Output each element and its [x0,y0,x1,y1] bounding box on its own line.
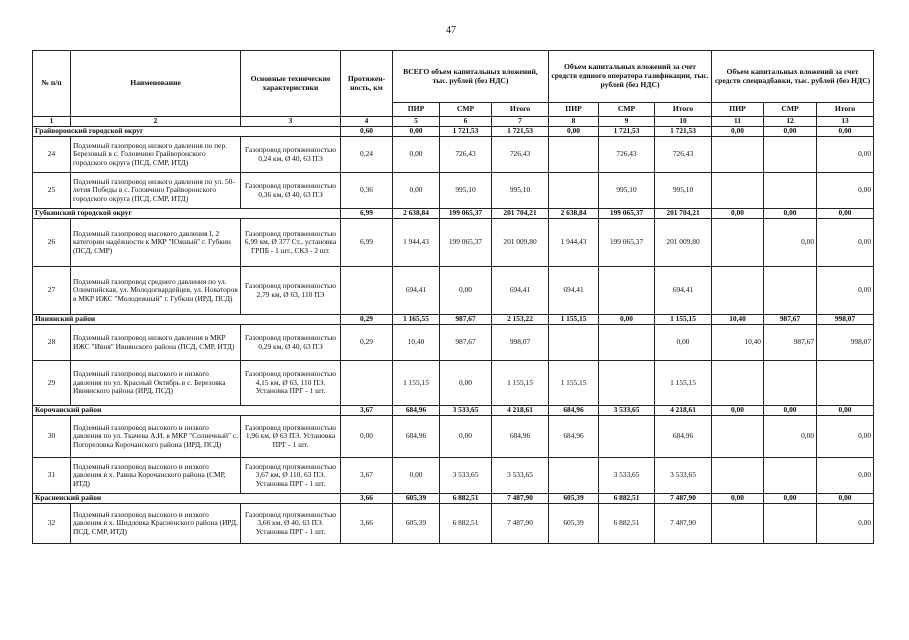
group-total-cell: 1 721,53 [440,127,492,137]
column-index: 11 [712,117,764,127]
row-value-cell [764,137,817,173]
row-value-cell [712,137,764,173]
header-itogo: Итого [492,103,549,117]
row-value-cell: 694,41 [492,267,549,315]
row-value-cell: 0,00 [817,504,874,544]
group-name: Красненский район [33,494,341,504]
row-value-cell: 0,00 [341,416,393,458]
group-total-cell: 7 487,90 [492,494,549,504]
row-value-cell: 1 944,43 [549,219,599,267]
row-value-cell: 987,67 [764,325,817,361]
row-value-cell: 726,43 [655,137,712,173]
group-total-cell: 201 704,21 [492,209,549,219]
row-value-cell: 3,66 [341,504,393,544]
row-tech: Газопровод протяженностью 2,79 км, Ø 63, 110 ПЭ [241,267,341,315]
row-value-cell: 3 533,65 [655,458,712,494]
group-total-cell: 987,67 [440,315,492,325]
row-name: Подземный газопровод низкого давления по ул. 50-летия Победы в с. Головчино Грайворонского городского округа (ПСД, СМР, ИТД) [71,173,241,209]
group-total-cell: 0,00 [764,494,817,504]
row-value-cell: 0,24 [341,137,393,173]
row-value-cell [712,173,764,209]
group-total-cell: 0,00 [712,406,764,416]
group-total-cell: 1 165,55 [393,315,440,325]
row-value-cell: 0,00 [817,416,874,458]
row-tech: Газопровод протяженностью 0,29 км, Ø 40, 63 ПЭ [241,325,341,361]
column-index: 7 [492,117,549,127]
group-total-cell: 7 487,90 [655,494,712,504]
row-value-cell [599,416,655,458]
row-value-cell: 199 065,37 [440,219,492,267]
row-tech: Газопровод протяженностью 4,15 км, Ø 63, 110 ПЭ. Установка ПРГ - 1 шт. [241,361,341,406]
row-value-cell: 0,00 [817,219,874,267]
row-value-cell: 1 155,15 [492,361,549,406]
row-value-cell: 0,00 [817,458,874,494]
row-tech: Газопровод протяженностью 0,36 км, Ø 40, 63 ПЭ [241,173,341,209]
group-total-cell: 10,40 [712,315,764,325]
group-total-cell: 987,67 [764,315,817,325]
row-value-cell: 201 009,80 [655,219,712,267]
row-value-cell: 0,00 [440,361,492,406]
row-value-cell: 605,39 [549,504,599,544]
header-special: Объем капитальных вложений за счет средств спецнадбавки, тыс. рублей (без НДС) [712,51,874,103]
group-total-cell: 201 704,21 [655,209,712,219]
header-smr: СМР [440,103,492,117]
row-value-cell [764,173,817,209]
group-total-cell: 684,96 [393,406,440,416]
row-value-cell: 995,10 [440,173,492,209]
row-value-cell: 6 882,51 [599,504,655,544]
column-index: 13 [817,117,874,127]
group-total-cell: 0,00 [599,315,655,325]
group-total-cell: 2 638,84 [393,209,440,219]
group-total-cell: 0,00 [393,127,440,137]
row-name: Подземный газопровод низкого давления по пер. Березовый в с. Головчино Грайворонского городского округа (ПСД, СМР, ИТД) [71,137,241,173]
row-value-cell: 1 155,15 [549,361,599,406]
row-number: 29 [33,361,71,406]
group-total-cell: 1 155,15 [655,315,712,325]
row-value-cell: 987,67 [440,325,492,361]
row-name: Подземный газопровод высокого и низкого давления по ул. Ткачева А.И. в МКР "Солнечный" с. Погореловка Корочанского района (ИРД, ПСД) [71,416,241,458]
row-value-cell: 0,00 [655,325,712,361]
row-value-cell: 0,00 [817,267,874,315]
group-name: Губкинский городской округ [33,209,341,219]
row-value-cell: 726,43 [440,137,492,173]
column-index: 4 [341,117,393,127]
row-value-cell: 684,96 [393,416,440,458]
group-total-cell: 605,39 [393,494,440,504]
row-value-cell: 6 882,51 [440,504,492,544]
group-total-row [33,406,874,416]
row-value-cell: 199 065,37 [599,219,655,267]
column-index: 8 [549,117,599,127]
row-value-cell: 694,41 [393,267,440,315]
group-total-row [33,209,874,219]
row-value-cell [599,361,655,406]
row-number: 32 [33,504,71,544]
row-value-cell [549,173,599,209]
row-value-cell [712,219,764,267]
row-value-cell: 0,00 [764,416,817,458]
group-total-cell: 0,00 [712,209,764,219]
column-index: 12 [764,117,817,127]
group-total-cell: 0,00 [764,209,817,219]
row-name: Подземный газопровод низкого давления в МКР ИЖС "Ивня" Ивнянского района (ПСД, СМР, ИТД) [71,325,241,361]
group-total-cell: 1 155,15 [549,315,599,325]
row-value-cell: 1 155,15 [393,361,440,406]
table-row [33,361,874,406]
row-value-cell: 0,00 [440,267,492,315]
row-value-cell: 7 487,90 [492,504,549,544]
table-row [33,267,874,315]
group-total-cell: 0,29 [341,315,393,325]
row-value-cell [712,361,764,406]
row-value-cell: 0,00 [393,173,440,209]
group-total-cell: 605,39 [549,494,599,504]
row-number: 30 [33,416,71,458]
row-value-cell: 0,36 [341,173,393,209]
group-total-cell: 3,67 [341,406,393,416]
table-body [33,127,874,544]
group-total-cell: 0,00 [764,127,817,137]
row-value-cell [764,361,817,406]
row-value-cell: 3 533,65 [599,458,655,494]
row-number: 31 [33,458,71,494]
row-tech: Газопровод протяженностью 0,24 км, Ø 40, 63 ПЭ [241,137,341,173]
table-row [33,137,874,173]
row-value-cell: 726,43 [599,137,655,173]
row-tech: Газопровод протяженностью 3,66 км, Ø 40, 63 ПЭ. Установка ПРГ - 1 шт. [241,504,341,544]
row-value-cell: 0,29 [341,325,393,361]
group-total-cell: 0,00 [712,127,764,137]
row-number: 25 [33,173,71,209]
group-total-cell: 6 882,51 [440,494,492,504]
row-name: Подземный газопровод высокого и низкого давления по ул. Красный Октябрь в с. Березовка Ивнянского района (ИРД, ПСД) [71,361,241,406]
group-total-cell: 0,00 [549,127,599,137]
table-row [33,173,874,209]
group-total-cell: 0,00 [817,209,874,219]
group-name: Грайворонский городской округ [33,127,341,137]
header-name: Наименование [71,51,241,117]
row-name: Подземный газопровод высокого давления I, 2 категории надёжности к МКР "Южный" г. Губкин (ПСД, СМР) [71,219,241,267]
row-value-cell: 0,00 [393,458,440,494]
row-name: Подземный газопровод среднего давления по ул. Олимпийская, ул. Молодогвардейцев, ул. Новаторов в МКР ИЖС "Молодежный" г. Губкин (ИРД, ПСД) [71,267,241,315]
row-value-cell [764,504,817,544]
column-index: 6 [440,117,492,127]
row-value-cell [712,267,764,315]
row-value-cell [712,458,764,494]
group-total-cell: 6 882,51 [599,494,655,504]
group-total-cell: 0,00 [817,494,874,504]
table-row [33,504,874,544]
row-value-cell [341,361,393,406]
row-value-cell: 995,10 [599,173,655,209]
row-value-cell: 201 009,80 [492,219,549,267]
row-value-cell: 0,00 [817,137,874,173]
header-smr: СМР [599,103,655,117]
group-total-cell: 6,99 [341,209,393,219]
table-row [33,219,874,267]
row-value-cell: 3,67 [341,458,393,494]
row-value-cell: 684,96 [492,416,549,458]
group-total-row [33,127,874,137]
header-smr: СМР [764,103,817,117]
group-total-cell: 199 065,37 [440,209,492,219]
group-total-cell: 1 721,53 [492,127,549,137]
row-value-cell: 0,00 [817,173,874,209]
header-pir: ПИР [549,103,599,117]
row-number: 24 [33,137,71,173]
row-value-cell [549,137,599,173]
group-total-cell: 2 153,22 [492,315,549,325]
header-pir: ПИР [712,103,764,117]
group-total-cell: 2 638,84 [549,209,599,219]
row-value-cell: 10,40 [393,325,440,361]
row-value-cell: 3 533,65 [440,458,492,494]
group-total-cell: 4 218,61 [492,406,549,416]
group-total-cell: 3 533,65 [440,406,492,416]
row-value-cell: 694,41 [655,267,712,315]
row-value-cell: 0,00 [393,137,440,173]
row-tech: Газопровод протяженностью 6,99 км, Ø 377 Ст., установка ГРПБ - 1 шт., СКЗ - 2 шт. [241,219,341,267]
group-total-cell: 0,00 [817,127,874,137]
row-tech: Газопровод протяженностью 1,96 км, Ø 63 ПЭ. Установка ПРГ - 1 шт. [241,416,341,458]
row-value-cell: 726,43 [492,137,549,173]
group-total-cell: 3,66 [341,494,393,504]
row-tech: Газопровод протяженностью 3,67 км, Ø 110, 63 ПЭ. Установка ПРГ - 1 шт. [241,458,341,494]
page-number: 47 [446,25,456,36]
group-total-cell: 199 065,37 [599,209,655,219]
group-total-cell: 1 721,53 [599,127,655,137]
group-total-row [33,494,874,504]
row-value-cell: 0,00 [764,219,817,267]
row-value-cell [817,361,874,406]
group-total-cell: 0,00 [764,406,817,416]
column-index: 9 [599,117,655,127]
group-total-cell: 0,00 [712,494,764,504]
row-value-cell [599,325,655,361]
group-total-cell: 3 533,65 [599,406,655,416]
row-number: 26 [33,219,71,267]
row-value-cell [599,267,655,315]
group-total-row [33,315,874,325]
row-value-cell [549,325,599,361]
column-index-row [33,117,874,127]
header-tech: Основные технические характеристики [241,51,341,117]
row-value-cell: 6,99 [341,219,393,267]
group-total-cell: 998,07 [817,315,874,325]
row-value-cell: 998,07 [817,325,874,361]
row-name: Подземный газопровод высокого и низкого давления в х. Шидловка Красненского района (ИРД, ПСД, СМР, ИТД) [71,504,241,544]
table-row [33,458,874,494]
header-itogo: Итого [817,103,874,117]
row-value-cell: 10,40 [712,325,764,361]
row-value-cell: 998,07 [492,325,549,361]
row-value-cell: 3 533,65 [492,458,549,494]
group-total-cell: 1 721,53 [655,127,712,137]
row-value-cell: 995,10 [492,173,549,209]
header-num: № п/п [33,51,71,117]
row-number: 27 [33,267,71,315]
group-name: Корочанский район [33,406,341,416]
row-value-cell [764,458,817,494]
row-value-cell [549,458,599,494]
table-row [33,416,874,458]
group-total-cell: 4 218,61 [655,406,712,416]
investment-table [32,50,874,544]
column-index: 10 [655,117,712,127]
row-value-cell: 605,39 [393,504,440,544]
group-total-cell: 684,96 [549,406,599,416]
column-index: 2 [71,117,241,127]
row-value-cell [764,267,817,315]
row-value-cell: 7 487,90 [655,504,712,544]
group-total-cell: 0,60 [341,127,393,137]
row-value-cell [712,504,764,544]
row-value-cell [712,416,764,458]
group-total-cell: 0,00 [817,406,874,416]
header-length: Протяжен-ность, км [341,51,393,117]
row-number: 28 [33,325,71,361]
row-value-cell: 1 155,15 [655,361,712,406]
header-itogo: Итого [655,103,712,117]
column-index: 1 [33,117,71,127]
row-value-cell: 684,96 [655,416,712,458]
group-name: Ивнянский район [33,315,341,325]
row-value-cell: 1 944,43 [393,219,440,267]
row-value-cell: 684,96 [549,416,599,458]
column-index: 3 [241,117,341,127]
column-index: 5 [393,117,440,127]
row-name: Подземный газопровод высокого и низкого давления в х. Равны Корочанского района (СМР, ИТД) [71,458,241,494]
row-value-cell: 694,41 [549,267,599,315]
table-row [33,325,874,361]
header-pir: ПИР [393,103,440,117]
row-value-cell [341,267,393,315]
row-value-cell: 0,00 [440,416,492,458]
row-value-cell: 995,10 [655,173,712,209]
header-total: ВСЕГО объем капитальных вложений, тыс. рублей (без НДС) [393,51,549,103]
header-operator: Объем капитальных вложений за счет средств единого оператора газификации, тыс. рублей (без НДС) [549,51,712,103]
